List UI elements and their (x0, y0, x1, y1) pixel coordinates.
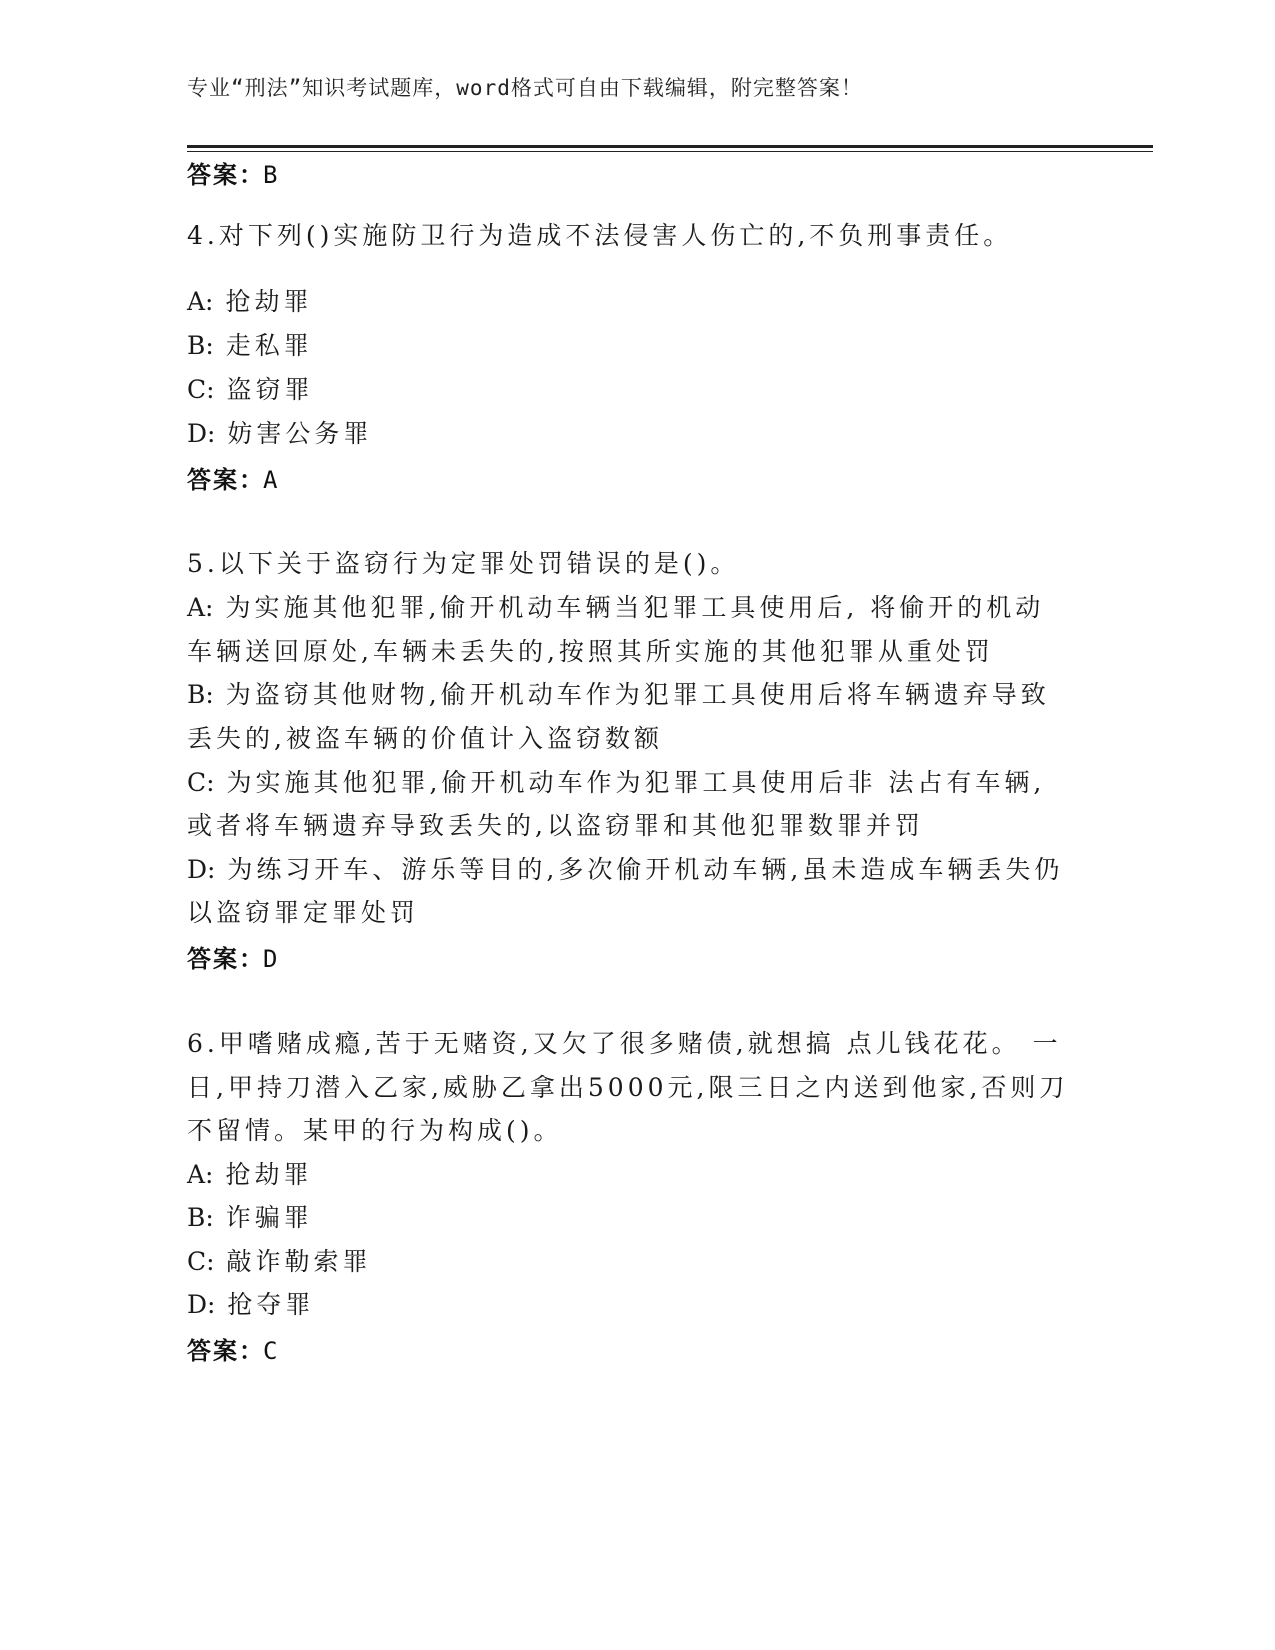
option-key: A: (187, 287, 214, 316)
option-line (187, 585, 1044, 630)
option-line (187, 279, 312, 324)
header-rule-thin (187, 151, 1153, 152)
answer-line (187, 155, 277, 190)
answer-line (187, 939, 277, 974)
option-line (187, 411, 372, 456)
answer-separator: ： (239, 945, 263, 973)
option-line (187, 367, 314, 412)
option-line (187, 672, 1050, 717)
option-text: 走私罪 (225, 331, 313, 360)
option-text: 为盗窃其他财物,偷开机动车作为犯罪工具使用后将车辆遗弃导致 (225, 680, 1050, 709)
option-key: B: (187, 680, 214, 709)
question-stem-line: 6.甲嗜赌成瘾,苦于无赌资,又欠了很多赌债,就想搞 点儿钱花花。 一 (187, 1029, 1062, 1058)
answer-line (187, 1331, 277, 1366)
option-key: B: (187, 331, 214, 360)
answer-label: 答案 (187, 945, 239, 973)
option-text: 为实施其他犯罪,偷开机动车作为犯罪工具使用后非 法占有车辆, (226, 768, 1046, 797)
option-text: 诈骗罪 (225, 1203, 313, 1232)
option-key: D: (187, 1290, 216, 1319)
answer-separator: ： (239, 161, 263, 189)
option-text: 抢劫罪 (225, 1160, 313, 1189)
option-text: 为练习开车、游乐等目的,多次偷开机动车辆,虽未造成车辆丢失仍 (227, 855, 1064, 884)
question-stem-line: 不留情。某甲的行为构成()。 (187, 1116, 563, 1145)
answer-label: 答案 (187, 466, 239, 494)
option-text: 抢夺罪 (227, 1290, 315, 1319)
option-continuation: 丢失的,被盗车辆的价值计入盗窃数额 (187, 724, 663, 753)
option-line (187, 1152, 312, 1197)
option-key: B: (187, 1203, 214, 1232)
option-line (187, 1239, 372, 1284)
option-text: 敲诈勒索罪 (226, 1247, 372, 1276)
option-continuation: 以盗窃罪定罪处罚 (187, 898, 420, 927)
page-header: 专业“刑法”知识考试题库，word格式可自由下载编辑，附完整答案！ (187, 76, 863, 100)
option-text: 盗窃罪 (226, 375, 314, 404)
answer-value: D (263, 945, 278, 973)
option-key: C: (187, 768, 215, 797)
option-line (187, 1195, 313, 1240)
answer-value: A (263, 466, 278, 494)
answer-value: C (263, 1337, 278, 1365)
header-rule-thick (187, 145, 1153, 148)
option-key: D: (187, 419, 216, 448)
option-key: D: (187, 855, 216, 884)
option-key: A: (187, 1160, 214, 1189)
option-text: 抢劫罪 (225, 287, 313, 316)
option-key: A: (187, 593, 214, 622)
option-text: 妨害公务罪 (227, 419, 373, 448)
option-key: C: (187, 375, 215, 404)
answer-value: B (263, 161, 278, 189)
option-line (187, 323, 313, 368)
option-line (187, 760, 1045, 805)
option-line (187, 847, 1063, 892)
answer-line (187, 460, 277, 495)
answer-separator: ： (239, 1337, 263, 1365)
answer-label: 答案 (187, 1337, 239, 1365)
option-continuation: 或者将车辆遗弃导致丢失的,以盗窃罪和其他犯罪数罪并罚 (187, 811, 924, 840)
question-stem-line: 4.对下列()实施防卫行为造成不法侵害人伤亡的,不负刑事责任。 (187, 221, 1013, 250)
question-stem-line: 5.以下关于盗窃行为定罪处罚错误的是()。 (187, 549, 740, 578)
answer-separator: ： (239, 466, 263, 494)
question-stem-line: 日,甲持刀潜入乙家,威胁乙拿出5000元,限三日之内送到他家,否则刀 (187, 1073, 1069, 1102)
answer-label: 答案 (187, 161, 239, 189)
option-line (187, 1282, 314, 1327)
option-continuation: 车辆送回原处,车辆未丢失的,按照其所实施的其他犯罪从重处罚 (187, 637, 994, 666)
option-text: 为实施其他犯罪,偷开机动车辆当犯罪工具使用后, 将偷开的机动 (225, 593, 1045, 622)
option-key: C: (187, 1247, 215, 1276)
